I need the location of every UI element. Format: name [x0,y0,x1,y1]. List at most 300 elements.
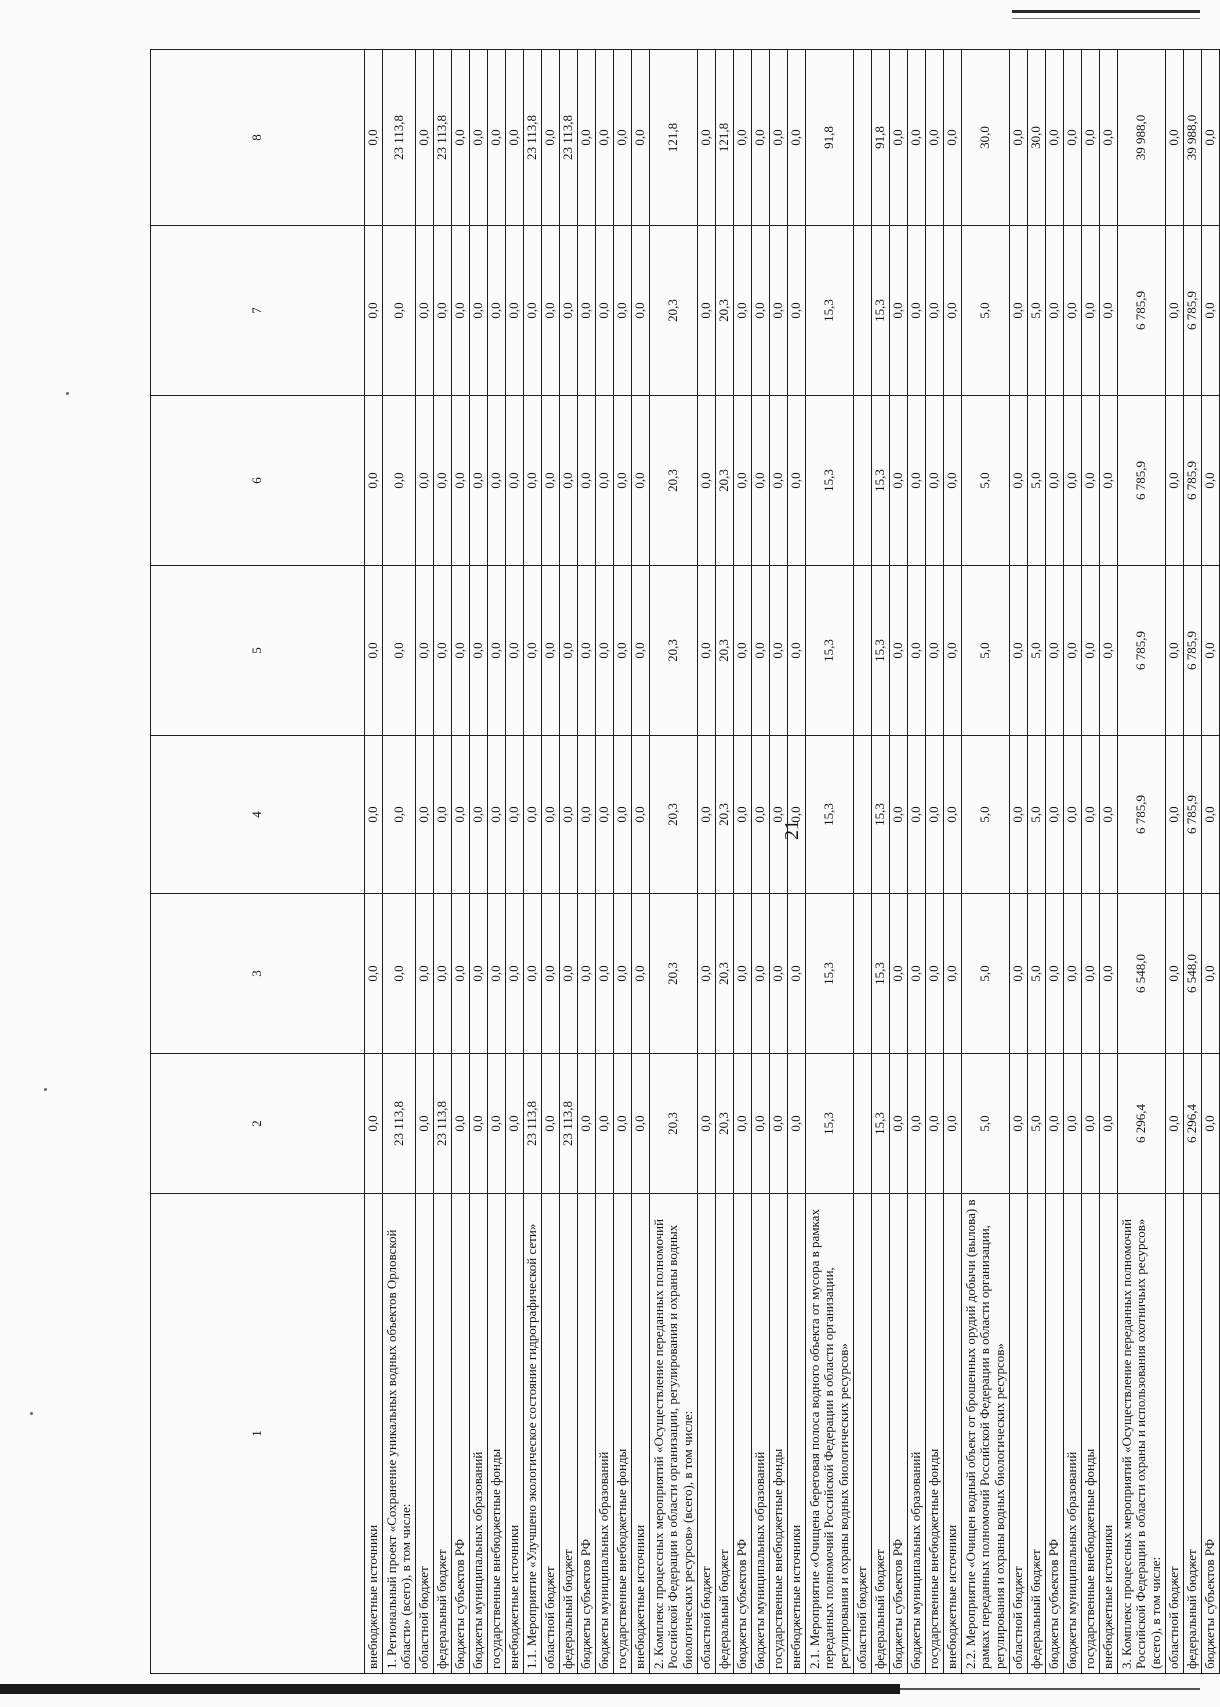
value-cell: 0,0 [1064,396,1082,566]
value-cell: 0,0 [1064,736,1082,894]
value-cell [854,1054,872,1194]
value-cell: 0,0 [908,736,926,894]
value-cell: 0,0 [452,396,470,566]
value-cell: 0,0 [416,50,434,226]
row-label: государственные внебюджетные фонды [770,1194,788,1674]
value-cell: 15,3 [872,396,890,566]
row-label: внебюджетные источники [506,1194,524,1674]
value-cell: 15,3 [872,736,890,894]
column-header: 1 [151,1194,365,1674]
value-cell: 5,0 [1028,396,1046,566]
value-cell: 0,0 [365,1054,383,1194]
row-label: государственные внебюджетные фонды [1082,1194,1100,1674]
value-cell: 0,0 [1082,894,1100,1054]
value-cell: 0,0 [770,736,788,894]
value-cell: 121,8 [650,50,698,226]
value-cell: 0,0 [944,566,962,736]
value-cell: 5,0 [962,736,1010,894]
value-cell: 6 785,9 [1184,736,1202,894]
value-cell: 0,0 [926,396,944,566]
value-cell: 0,0 [908,50,926,226]
value-cell [854,396,872,566]
value-cell: 0,0 [788,736,806,894]
value-cell: 6 785,9 [1118,396,1166,566]
table-row [488,50,506,1674]
value-cell: 5,0 [962,1054,1010,1194]
value-cell [854,894,872,1054]
value-cell: 0,0 [1166,566,1184,736]
value-cell: 6 785,9 [1184,566,1202,736]
value-cell: 0,0 [383,736,416,894]
row-label: бюджеты муниципальных образований [596,1194,614,1674]
value-cell: 0,0 [596,894,614,1054]
value-cell: 0,0 [1166,396,1184,566]
budget-table [150,49,1220,1674]
value-cell: 0,0 [1100,894,1118,1054]
value-cell: 0,0 [1202,736,1220,894]
value-cell: 0,0 [770,566,788,736]
value-cell: 0,0 [1046,226,1064,396]
value-cell: 20,3 [716,1054,734,1194]
table-row [614,50,632,1674]
value-cell: 6 785,9 [1184,226,1202,396]
top-rule-thin [1012,18,1200,19]
value-cell [854,736,872,894]
value-cell: 0,0 [614,566,632,736]
value-cell: 0,0 [1064,226,1082,396]
value-cell: 0,0 [578,396,596,566]
value-cell: 0,0 [926,894,944,1054]
row-label: федеральный бюджет [716,1194,734,1674]
value-cell: 0,0 [542,226,560,396]
value-cell: 0,0 [944,50,962,226]
header-row [151,50,365,1674]
row-label: федеральный бюджет [434,1194,452,1674]
value-cell: 0,0 [542,396,560,566]
value-cell: 0,0 [698,1054,716,1194]
table-row [908,50,926,1674]
value-cell: 0,0 [542,50,560,226]
value-cell: 0,0 [524,396,542,566]
table-row [1118,50,1166,1674]
value-cell: 0,0 [734,226,752,396]
value-cell: 0,0 [788,226,806,396]
value-cell: 0,0 [770,1054,788,1194]
table-row [1082,50,1100,1674]
value-cell: 20,3 [716,226,734,396]
value-cell: 0,0 [578,226,596,396]
table-row [416,50,434,1674]
value-cell: 6 548,0 [1184,894,1202,1054]
table-row [872,50,890,1674]
value-cell: 0,0 [1100,736,1118,894]
table-body [151,50,1220,1674]
table-row [506,50,524,1674]
value-cell: 6 548,0 [1118,894,1166,1054]
value-cell: 0,0 [944,736,962,894]
value-cell: 0,0 [383,566,416,736]
table-row [470,50,488,1674]
value-cell: 0,0 [416,226,434,396]
value-cell: 0,0 [734,894,752,1054]
value-cell: 0,0 [752,396,770,566]
value-cell: 0,0 [506,736,524,894]
value-cell: 91,8 [872,50,890,226]
value-cell: 0,0 [383,396,416,566]
value-cell: 23 113,8 [560,50,578,226]
table-row [962,50,1010,1674]
table-row [383,50,416,1674]
value-cell: 0,0 [488,736,506,894]
value-cell: 0,0 [1082,226,1100,396]
value-cell: 0,0 [1010,736,1028,894]
value-cell: 0,0 [434,894,452,1054]
value-cell [854,566,872,736]
row-label: бюджеты субъектов РФ [890,1194,908,1674]
value-cell: 5,0 [962,396,1010,566]
value-cell: 0,0 [1166,894,1184,1054]
scan-speck [30,1412,33,1415]
value-cell: 0,0 [770,396,788,566]
value-cell: 0,0 [506,396,524,566]
row-label: внебюджетные источники [1100,1194,1118,1674]
value-cell: 0,0 [890,396,908,566]
table-row [365,50,383,1674]
value-cell: 0,0 [452,226,470,396]
value-cell: 0,0 [596,50,614,226]
table-row [770,50,788,1674]
table-row [1100,50,1118,1674]
row-label: внебюджетные источники [788,1194,806,1674]
column-header: 4 [151,736,365,894]
table-row [752,50,770,1674]
table-row [650,50,698,1674]
value-cell: 0,0 [632,1054,650,1194]
row-label: областной бюджет [416,1194,434,1674]
column-header: 5 [151,566,365,736]
table-row [716,50,734,1674]
value-cell: 0,0 [524,736,542,894]
value-cell: 0,0 [434,226,452,396]
value-cell: 0,0 [926,566,944,736]
value-cell: 0,0 [470,1054,488,1194]
value-cell: 23 113,8 [383,1054,416,1194]
value-cell: 0,0 [542,566,560,736]
row-label: областной бюджет [1166,1194,1184,1674]
value-cell: 0,0 [542,736,560,894]
value-cell: 0,0 [596,226,614,396]
bottom-rule-thin [900,1688,1200,1690]
value-cell: 0,0 [926,50,944,226]
value-cell: 0,0 [698,566,716,736]
value-cell: 0,0 [698,50,716,226]
value-cell: 0,0 [1202,396,1220,566]
value-cell: 20,3 [716,566,734,736]
row-label: бюджеты субъектов РФ [578,1194,596,1674]
value-cell: 0,0 [614,1054,632,1194]
value-cell: 0,0 [365,50,383,226]
row-label: федеральный бюджет [1184,1194,1202,1674]
value-cell: 0,0 [890,566,908,736]
value-cell: 0,0 [734,396,752,566]
value-cell: 5,0 [962,894,1010,1054]
table-row [1166,50,1184,1674]
value-cell: 23 113,8 [434,50,452,226]
value-cell: 121,8 [716,50,734,226]
value-cell: 0,0 [488,396,506,566]
table-row [560,50,578,1674]
value-cell: 0,0 [614,396,632,566]
value-cell: 0,0 [578,894,596,1054]
value-cell: 15,3 [872,1054,890,1194]
value-cell: 0,0 [470,50,488,226]
value-cell: 23 113,8 [524,1054,542,1194]
value-cell: 0,0 [752,226,770,396]
value-cell [854,50,872,226]
row-label: 2.2. Мероприятие «Очищен водный объект от брошенных орудий добычи (вылова) в рамках переданных полномочий Российской Федерации в области организации, регулирования и охраны водных биологических ресурсов» [962,1194,1010,1674]
value-cell: 0,0 [524,226,542,396]
table-row [698,50,716,1674]
value-cell: 15,3 [806,226,854,396]
row-label: 3. Комплекс процессных мероприятий «Осуществление переданных полномочий Российской Федерации в области охраны и использования охотничьих ресурсов» (всего), в том числе: [1118,1194,1166,1674]
row-label: 2.1. Мероприятие «Очищена береговая полоса водного объекта от мусора в рамках переданных полномочий Российской Федерации в области организации, регулирования и охраны водных биологических ресурсов» [806,1194,854,1674]
value-cell: 91,8 [806,50,854,226]
value-cell: 0,0 [632,226,650,396]
row-label: бюджеты субъектов РФ [452,1194,470,1674]
value-cell: 0,0 [560,396,578,566]
value-cell: 0,0 [890,894,908,1054]
value-cell: 0,0 [365,396,383,566]
value-cell: 20,3 [716,736,734,894]
top-rule [1012,10,1200,13]
table-row [1028,50,1046,1674]
value-cell: 0,0 [596,566,614,736]
table-row [806,50,854,1674]
value-cell: 0,0 [1082,566,1100,736]
value-cell: 0,0 [908,566,926,736]
value-cell: 0,0 [578,736,596,894]
value-cell: 23 113,8 [560,1054,578,1194]
value-cell: 0,0 [560,736,578,894]
value-cell: 0,0 [1166,50,1184,226]
value-cell: 15,3 [806,736,854,894]
value-cell: 0,0 [1010,894,1028,1054]
value-cell: 20,3 [650,736,698,894]
value-cell: 15,3 [806,396,854,566]
value-cell: 0,0 [488,894,506,1054]
value-cell: 0,0 [1046,894,1064,1054]
value-cell: 0,0 [488,226,506,396]
value-cell: 0,0 [908,396,926,566]
value-cell: 0,0 [944,894,962,1054]
value-cell: 15,3 [872,226,890,396]
value-cell: 0,0 [470,736,488,894]
row-label: государственные внебюджетные фонды [488,1194,506,1674]
value-cell: 0,0 [365,894,383,1054]
row-label: бюджеты субъектов РФ [1046,1194,1064,1674]
value-cell: 0,0 [470,226,488,396]
value-cell: 0,0 [452,894,470,1054]
row-label: бюджеты муниципальных образований [752,1194,770,1674]
value-cell: 0,0 [1082,396,1100,566]
value-cell: 6 785,9 [1118,226,1166,396]
value-cell: 0,0 [488,1054,506,1194]
column-header: 7 [151,226,365,396]
value-cell: 0,0 [734,50,752,226]
value-cell: 15,3 [806,566,854,736]
value-cell: 6 785,9 [1118,566,1166,736]
value-cell: 0,0 [698,736,716,894]
table-row [1064,50,1082,1674]
value-cell: 0,0 [890,1054,908,1194]
value-cell: 20,3 [716,894,734,1054]
value-cell: 0,0 [734,736,752,894]
value-cell: 0,0 [908,226,926,396]
value-cell: 0,0 [434,736,452,894]
value-cell: 0,0 [470,396,488,566]
scan-speck [44,1088,47,1091]
row-label: бюджеты муниципальных образований [908,1194,926,1674]
value-cell: 0,0 [614,894,632,1054]
value-cell: 0,0 [416,736,434,894]
value-cell: 20,3 [716,396,734,566]
value-cell: 0,0 [434,566,452,736]
value-cell: 0,0 [1202,50,1220,226]
value-cell: 0,0 [734,1054,752,1194]
row-label: государственные внебюджетные фонды [614,1194,632,1674]
table-row [434,50,452,1674]
value-cell: 0,0 [1100,566,1118,736]
value-cell: 5,0 [962,566,1010,736]
table-row [788,50,806,1674]
row-label: областной бюджет [1010,1194,1028,1674]
value-cell: 0,0 [596,396,614,566]
scan-speck [66,392,69,395]
value-cell: 0,0 [788,396,806,566]
table-row [596,50,614,1674]
value-cell: 5,0 [1028,894,1046,1054]
value-cell: 0,0 [1166,736,1184,894]
value-cell: 0,0 [578,50,596,226]
value-cell: 0,0 [788,1054,806,1194]
value-cell: 0,0 [365,736,383,894]
value-cell: 0,0 [542,894,560,1054]
row-label: областной бюджет [698,1194,716,1674]
value-cell: 0,0 [1100,1054,1118,1194]
table-row [734,50,752,1674]
column-header: 6 [151,396,365,566]
value-cell: 0,0 [416,396,434,566]
value-cell: 0,0 [470,894,488,1054]
table-row [524,50,542,1674]
value-cell: 0,0 [560,894,578,1054]
value-cell: 20,3 [650,226,698,396]
value-cell: 6 785,9 [1118,736,1166,894]
value-cell: 20,3 [650,1054,698,1194]
value-cell: 0,0 [890,736,908,894]
row-label: федеральный бюджет [872,1194,890,1674]
value-cell: 0,0 [908,894,926,1054]
row-label: 1.1. Мероприятие «Улучшено экологическое состояние гидрографической сети» [524,1194,542,1674]
page-number: 21 [781,820,803,840]
value-cell: 23 113,8 [383,50,416,226]
value-cell: 15,3 [872,894,890,1054]
value-cell: 0,0 [926,1054,944,1194]
value-cell: 0,0 [452,50,470,226]
value-cell: 0,0 [578,1054,596,1194]
table-row [1202,50,1220,1674]
value-cell: 5,0 [1028,1054,1046,1194]
value-cell: 0,0 [596,736,614,894]
row-label: бюджеты муниципальных образований [470,1194,488,1674]
table-row [452,50,470,1674]
row-label: государственные внебюджетные фонды [926,1194,944,1674]
value-cell: 20,3 [650,396,698,566]
value-cell: 0,0 [632,894,650,1054]
value-cell: 0,0 [1166,1054,1184,1194]
value-cell: 0,0 [770,50,788,226]
value-cell: 0,0 [614,226,632,396]
value-cell: 0,0 [1166,226,1184,396]
value-cell: 5,0 [962,226,1010,396]
value-cell: 0,0 [632,396,650,566]
value-cell: 0,0 [1010,396,1028,566]
value-cell: 30,0 [962,50,1010,226]
row-label: бюджеты муниципальных образований [1064,1194,1082,1674]
value-cell: 0,0 [752,1054,770,1194]
row-label: внебюджетные источники [944,1194,962,1674]
value-cell: 0,0 [1010,50,1028,226]
value-cell: 0,0 [1010,226,1028,396]
value-cell [854,226,872,396]
value-cell: 0,0 [944,226,962,396]
value-cell: 0,0 [524,894,542,1054]
value-cell: 0,0 [1100,50,1118,226]
value-cell: 0,0 [1010,566,1028,736]
value-cell: 0,0 [1064,1054,1082,1194]
value-cell: 0,0 [1064,566,1082,736]
value-cell: 0,0 [1202,226,1220,396]
value-cell: 0,0 [1082,1054,1100,1194]
value-cell: 0,0 [770,894,788,1054]
row-label: 2. Комплекс процессных мероприятий «Осуществление переданных полномочий Российской Федерации в области организации, регулирования и охраны водных биологических ресурсов» (всего), в том числе: [650,1194,698,1674]
value-cell: 0,0 [452,566,470,736]
row-label: областной бюджет [854,1194,872,1674]
value-cell: 0,0 [632,50,650,226]
table-row [578,50,596,1674]
value-cell: 20,3 [650,566,698,736]
value-cell: 0,0 [944,1054,962,1194]
table-row [632,50,650,1674]
value-cell: 5,0 [1028,566,1046,736]
table-row [944,50,962,1674]
table-row [890,50,908,1674]
table-row [926,50,944,1674]
value-cell: 15,3 [872,566,890,736]
bottom-rule [0,1684,900,1694]
value-cell: 0,0 [506,566,524,736]
table-row [1184,50,1202,1674]
value-cell: 0,0 [734,566,752,736]
value-cell: 0,0 [416,894,434,1054]
value-cell: 0,0 [506,50,524,226]
value-cell: 0,0 [1046,50,1064,226]
value-cell: 0,0 [1046,736,1064,894]
value-cell: 0,0 [524,566,542,736]
value-cell: 0,0 [698,894,716,1054]
value-cell: 0,0 [542,1054,560,1194]
row-label: бюджеты субъектов РФ [734,1194,752,1674]
